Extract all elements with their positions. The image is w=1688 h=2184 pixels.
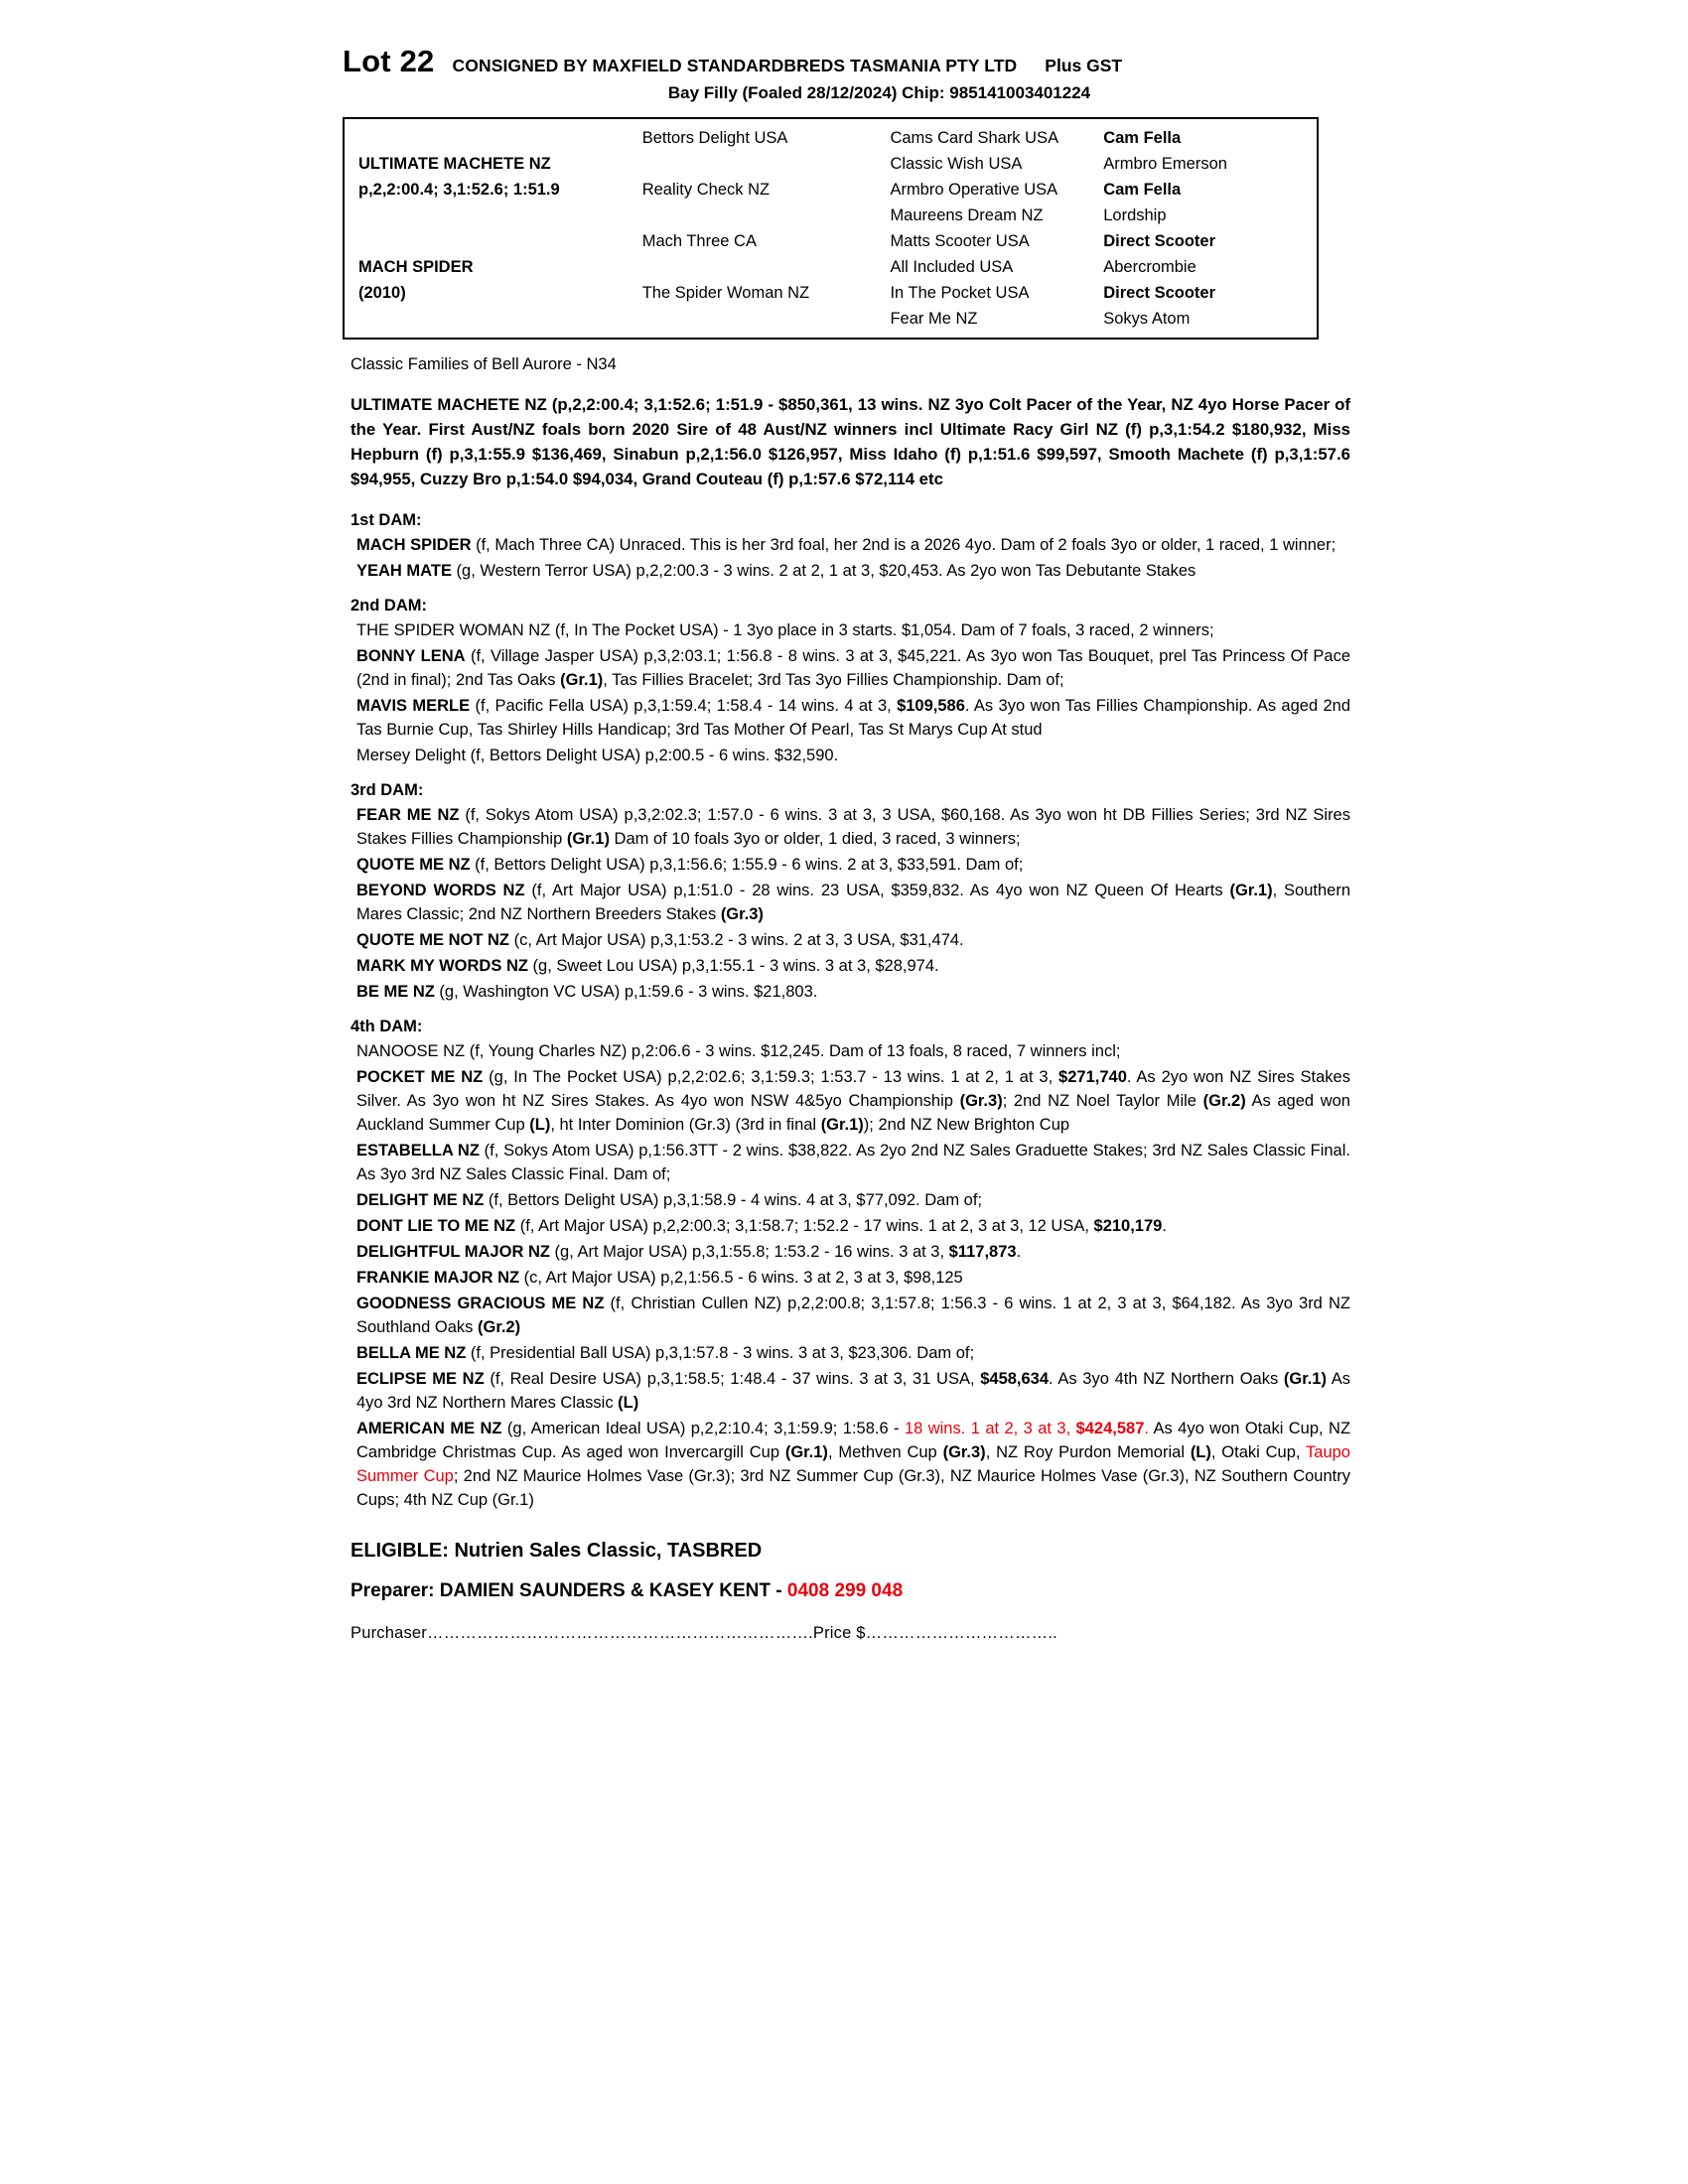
pedigree-entry: BEYOND WORDS NZ (f, Art Major USA) p,1:51.0 - 28 wins. 23 USA, $359,832. As 4yo won NZ Queen Of Hearts (Gr.1), Southern Mares Classic; 2nd NZ Northern Breeders Stakes (Gr.3) xyxy=(356,882,1351,923)
horse-name: BELLA ME NZ xyxy=(356,1344,467,1362)
pedigree-cell xyxy=(642,306,891,332)
pedigree-cell: Armbro Operative USA xyxy=(890,181,1058,199)
pedigree-cell: Mach Three CA xyxy=(641,232,757,250)
pedigree-cell: Cam Fella xyxy=(1103,181,1182,199)
dam-sections xyxy=(343,511,1350,1512)
horse-name: MARK MY WORDS NZ xyxy=(356,957,528,975)
horse-name: ECLIPSE ME NZ xyxy=(356,1370,485,1388)
pedigree-cell: Cams Card Shark USA xyxy=(890,129,1059,147)
pedigree-entry: BONNY LENA (f, Village Jasper USA) p,3,2:03.1; 1:56.8 - 8 wins. 3 at 3, $45,221. As 3yo won Tas Bouquet, prel Tas Princess Of Pace (2nd in final); 2nd Tas Oaks (Gr.1), Tas Fillies Bracelet; 3rd Tas 3yo Fillies Championship. Dam of; xyxy=(356,647,1350,689)
pedigree-row xyxy=(345,203,1317,228)
dam-heading: 2nd DAM: xyxy=(351,597,427,614)
horse-name: DELIGHTFUL MAJOR NZ xyxy=(356,1243,550,1261)
horse-name: AMERICAN ME NZ xyxy=(356,1420,502,1437)
pedigree-entry: MAVIS MERLE (f, Pacific Fella USA) p,3,1:59.4; 1:58.4 - 14 wins. 4 at 3, $109,586. As 3yo won Tas Fillies Championship. As aged 2nd Tas Burnie Cup, Tas Shirley Hills Handicap; 3rd Tas Mother Of Pearl, Tas St Marys Cup At stud xyxy=(356,697,1351,739)
pedigree-entry: FEAR ME NZ (f, Sokys Atom USA) p,3,2:02.3; 1:57.0 - 6 wins. 3 at 3, 3 USA, $60,168. As 3yo won ht DB Fillies Series; 3rd NZ Sires Stakes Fillies Championship (Gr.1) Dam of 10 foals 3yo or older, 1 died, 3 raced, 3 winners; xyxy=(356,806,1350,848)
horse-name: NANOOSE NZ xyxy=(356,1042,466,1060)
pedigree-cell: ULTIMATE MACHETE NZ xyxy=(358,155,551,173)
purchaser-line: Purchaser…………………………………………………………….Price $…………………………….. xyxy=(351,1624,1057,1642)
pedigree-cell: MACH SPIDER xyxy=(358,258,474,276)
pedigree-entry: AMERICAN ME NZ (g, American Ideal USA) p,2,2:10.4; 3,1:59.9; 1:58.6 - 18 wins. 1 at 2, 3 at 3, $424,587. As 4yo won Otaki Cup, NZ Cambridge Christmas Cup. As aged won Invercargill Cup (Gr.1), Methven Cup (Gr.3), NZ Roy Purdon Memorial (L), Otaki Cup, Taupo Summer Cup; 2nd NZ Maurice Holmes Vase (Gr.3); 3rd NZ Summer Cup (Gr.3), NZ Maurice Holmes Vase (Gr.3), NZ Southern Country Cups; 4th NZ Cup (Gr.1) xyxy=(356,1420,1351,1509)
pedigree-entry: NANOOSE NZ (f, Young Charles NZ) p,2:06.6 - 3 wins. $12,245. Dam of 13 foals, 8 raced, 7 winners incl; xyxy=(356,1042,1121,1060)
pedigree-row xyxy=(345,125,1317,151)
horse-name: GOODNESS GRACIOUS ME NZ xyxy=(356,1295,605,1312)
pedigree-row xyxy=(345,151,1317,177)
horse-name: BE ME NZ xyxy=(356,983,435,1001)
pedigree-cell: The Spider Woman NZ xyxy=(641,284,810,302)
pedigree-cell: Direct Scooter xyxy=(1103,284,1216,302)
pedigree-row xyxy=(345,177,1317,203)
pedigree-entry: QUOTE ME NOT NZ (c, Art Major USA) p,3,1:53.2 - 3 wins. 2 at 3, 3 USA, $31,474. xyxy=(356,931,964,949)
header-line xyxy=(343,44,1350,79)
horse-name: POCKET ME NZ xyxy=(356,1068,484,1086)
horse-name: FEAR ME NZ xyxy=(356,806,460,824)
pedigree-row xyxy=(345,280,1317,306)
pedigree-entry: ECLIPSE ME NZ (f, Real Desire USA) p,3,1:58.5; 1:48.4 - 37 wins. 3 at 3, 31 USA, $458,634. As 3yo 4th NZ Northern Oaks (Gr.1) As 4yo 3rd NZ Northern Mares Classic (L) xyxy=(356,1370,1350,1412)
pedigree-entry: BE ME NZ (g, Washington VC USA) p,1:59.6 - 3 wins. $21,803. xyxy=(356,983,818,1001)
pedigree-cell: Sokys Atom xyxy=(1103,310,1191,328)
preparer-line xyxy=(351,1580,1350,1602)
pedigree-cell: In The Pocket USA xyxy=(890,284,1030,302)
horse-name: ESTABELLA NZ xyxy=(356,1142,480,1160)
pedigree-cell: Abercrombie xyxy=(1103,258,1196,276)
pedigree-cell: Armbro Emerson xyxy=(1103,155,1227,173)
pedigree-cell xyxy=(345,203,642,228)
pedigree-cell xyxy=(345,228,642,254)
pedigree-row xyxy=(345,254,1317,280)
gst-note: Plus GST xyxy=(1045,56,1123,75)
pedigree-cell xyxy=(345,306,642,332)
horse-name: Mersey Delight xyxy=(356,747,467,764)
pedigree-entry: FRANKIE MAJOR NZ (c, Art Major USA) p,2,1:56.5 - 6 wins. 3 at 2, 3 at 3, $98,125 xyxy=(356,1269,963,1287)
pedigree-cell xyxy=(642,203,891,228)
pedigree-cell xyxy=(642,254,891,280)
horse-name: MAVIS MERLE xyxy=(356,697,471,715)
horse-name: QUOTE ME NZ xyxy=(356,856,471,874)
pedigree-row xyxy=(345,228,1317,254)
pedigree-cell: All Included USA xyxy=(890,258,1014,276)
pedigree-cell: Bettors Delight USA xyxy=(641,129,788,147)
dam-heading: 4th DAM: xyxy=(351,1018,423,1035)
pedigree-entry: DONT LIE TO ME NZ (f, Art Major USA) p,2,2:00.3; 3,1:58.7; 1:52.2 - 17 wins. 1 at 2, 3 at 3, 12 USA, $210,179. xyxy=(356,1217,1167,1235)
lot-number: Lot 22 xyxy=(343,44,435,78)
preparer-label: Preparer: DAMIEN SAUNDERS & KASEY KENT - xyxy=(351,1580,787,1601)
pedigree-table xyxy=(343,117,1319,340)
horse-name: QUOTE ME NOT NZ xyxy=(356,931,509,949)
pedigree-entry: THE SPIDER WOMAN NZ (f, In The Pocket USA) - 1 3yo place in 3 starts. $1,054. Dam of 7 foals, 3 raced, 2 winners; xyxy=(356,621,1214,639)
pedigree-entry: DELIGHT ME NZ (f, Bettors Delight USA) p,3,1:58.9 - 4 wins. 4 at 3, $77,092. Dam of; xyxy=(356,1191,982,1209)
pedigree-entry: MACH SPIDER (f, Mach Three CA) Unraced. This is her 3rd foal, her 2nd is a 2026 4yo. Dam of 2 foals 3yo or older, 1 raced, 1 winner; xyxy=(356,536,1336,554)
pedigree-entry: POCKET ME NZ (g, In The Pocket USA) p,2,2:02.6; 3,1:59.3; 1:53.7 - 13 wins. 1 at 2, 1 at 3, $271,740. As 2yo won NZ Sires Stakes Silver. As 3yo won ht NZ Sires Stakes. As 4yo won NSW 4&5yo Championship (Gr.3); 2nd NZ Noel Taylor Mile (Gr.2) As aged won Auckland Summer Cup (L), ht Inter Dominion (Gr.3) (3rd in final (Gr.1)); 2nd NZ New Brighton Cup xyxy=(356,1068,1350,1134)
horse-name: YEAH MATE xyxy=(356,562,452,580)
sire-summary: ULTIMATE MACHETE NZ (p,2,2:00.4; 3,1:52.6; 1:51.9 - $850,361, 13 wins. NZ 3yo Colt Pacer of the Year, NZ 4yo Horse Pacer of the Year. First Aust/NZ foals born 2020 Sire of 48 Aust/NZ winners incl Ultimate Racy Girl NZ (f) p,3,1:54.2 $180,932, Miss Hepburn (f) p,3,1:55.9 $136,469, Sinabun p,2,1:56.0 $126,957, Miss Idaho (f) p,1:51.6 $99,597, Smooth Machete (f) p,3,1:57.6 $94,955, Cuzzy Bro p,1:54.0 $94,034, Grand Couteau (f) p,1:57.6 $72,114 etc xyxy=(351,395,1350,488)
pedigree-entry: QUOTE ME NZ (f, Bettors Delight USA) p,3,1:56.6; 1:55.9 - 6 wins. 2 at 3, $33,591. Dam of; xyxy=(356,856,1024,874)
horse-name: BONNY LENA xyxy=(356,647,466,665)
horse-name: FRANKIE MAJOR NZ xyxy=(356,1269,520,1287)
dam-heading: 1st DAM: xyxy=(351,511,422,529)
pedigree-cell xyxy=(345,125,642,151)
horse-name: DONT LIE TO ME NZ xyxy=(356,1217,516,1235)
pedigree-cell: Direct Scooter xyxy=(1103,232,1216,250)
pedigree-entry: Mersey Delight (f, Bettors Delight USA) p,2:00.5 - 6 wins. $32,590. xyxy=(356,747,839,764)
pedigree-cell: Matts Scooter USA xyxy=(890,232,1030,250)
horse-name: MACH SPIDER xyxy=(356,536,472,554)
horse-name: DELIGHT ME NZ xyxy=(356,1191,485,1209)
pedigree-cell: p,2,2:00.4; 3,1:52.6; 1:51.9 xyxy=(358,181,560,199)
consignor-name: CONSIGNED BY MAXFIELD STANDARDBREDS TASMANIA PTY LTD xyxy=(452,56,1018,75)
horse-name: BEYOND WORDS NZ xyxy=(356,882,525,899)
horse-name: THE SPIDER WOMAN NZ xyxy=(356,621,551,639)
pedigree-entry: BELLA ME NZ (f, Presidential Ball USA) p,3,1:57.8 - 3 wins. 3 at 3, $23,306. Dam of; xyxy=(356,1344,975,1362)
pedigree-cell: Lordship xyxy=(1103,206,1167,224)
pedigree-entry: YEAH MATE (g, Western Terror USA) p,2,2:00.3 - 3 wins. 2 at 2, 1 at 3, $20,453. As 2yo won Tas Debutante Stakes xyxy=(356,562,1196,580)
pedigree-cell: Cam Fella xyxy=(1103,129,1182,147)
dam-heading: 3rd DAM: xyxy=(351,781,424,799)
classic-family-line: Classic Families of Bell Aurore - N34 xyxy=(351,355,617,373)
pedigree-cell xyxy=(642,151,891,177)
pedigree-cell: Classic Wish USA xyxy=(890,155,1023,173)
eligible-line: ELIGIBLE: Nutrien Sales Classic, TASBRED xyxy=(351,1540,763,1562)
pedigree-entry: GOODNESS GRACIOUS ME NZ (f, Christian Cullen NZ) p,2,2:00.8; 3,1:57.8; 1:56.3 - 6 wins. 1 at 2, 3 at 3, $64,182. As 3yo 3rd NZ Southland Oaks (Gr.2) xyxy=(356,1295,1350,1336)
pedigree-entry: MARK MY WORDS NZ (g, Sweet Lou USA) p,3,1:55.1 - 3 wins. 3 at 3, $28,974. xyxy=(356,957,939,975)
pedigree-cell: (2010) xyxy=(358,284,406,302)
animal-subtitle: Bay Filly (Foaled 28/12/2024) Chip: 985141003401224 xyxy=(667,83,1091,102)
pedigree-entry: ESTABELLA NZ (f, Sokys Atom USA) p,1:56.3TT - 2 wins. $38,822. As 2yo 2nd NZ Sales Graduette Stakes; 3rd NZ Sales Classic Final. As 3yo 3rd NZ Sales Classic Final. Dam of; xyxy=(356,1142,1350,1183)
pedigree-cell: Fear Me NZ xyxy=(890,310,978,328)
pedigree-row xyxy=(345,306,1317,332)
pedigree-cell: Maureens Dream NZ xyxy=(890,206,1044,224)
preparer-phone[interactable]: 0408 299 048 xyxy=(786,1580,904,1601)
pedigree-entry: DELIGHTFUL MAJOR NZ (g, Art Major USA) p,3,1:55.8; 1:53.2 - 16 wins. 3 at 3, $117,873. xyxy=(356,1243,1022,1261)
pedigree-cell: Reality Check NZ xyxy=(641,181,771,199)
